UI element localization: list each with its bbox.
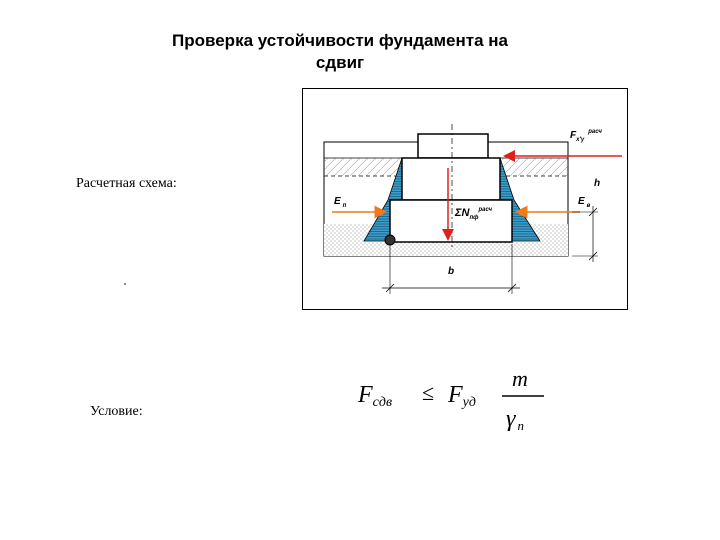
foundation-diagram <box>302 88 628 310</box>
title-line-1: Проверка устойчивости фундамента на <box>172 31 508 50</box>
formula-rhs: Fуд <box>448 382 476 410</box>
foundation-step <box>402 158 500 200</box>
passive-pressure-label: E $_в$ <box>578 196 591 209</box>
formula-relation: ≤ <box>422 380 435 405</box>
schema-label: Расчетная схема: <box>76 176 177 191</box>
title-line-2: сдвиг <box>315 53 365 72</box>
formula-denominator: γn <box>506 406 524 433</box>
width-label: b <box>448 266 455 277</box>
surface-layer-right <box>500 158 568 176</box>
foundation-column <box>418 134 488 158</box>
shear-condition-formula <box>352 364 582 444</box>
stray-dot <box>124 283 126 285</box>
pivot-point <box>385 235 395 245</box>
surface-layer-left <box>324 158 402 176</box>
normal-force-label: $\Sigma N_{пф}^{расч}$ <box>455 207 493 221</box>
condition-label: Условие: <box>90 404 143 419</box>
page-title <box>60 30 620 74</box>
height-label: h <box>594 178 601 189</box>
formula-numerator: m <box>512 366 528 391</box>
shear-force-label: $F_{x'y}^{расч}$ <box>570 129 602 143</box>
active-pressure-label: E $_п$ <box>334 196 347 209</box>
formula-lhs: Fсдв <box>358 382 393 410</box>
foundation-slab <box>390 200 512 242</box>
